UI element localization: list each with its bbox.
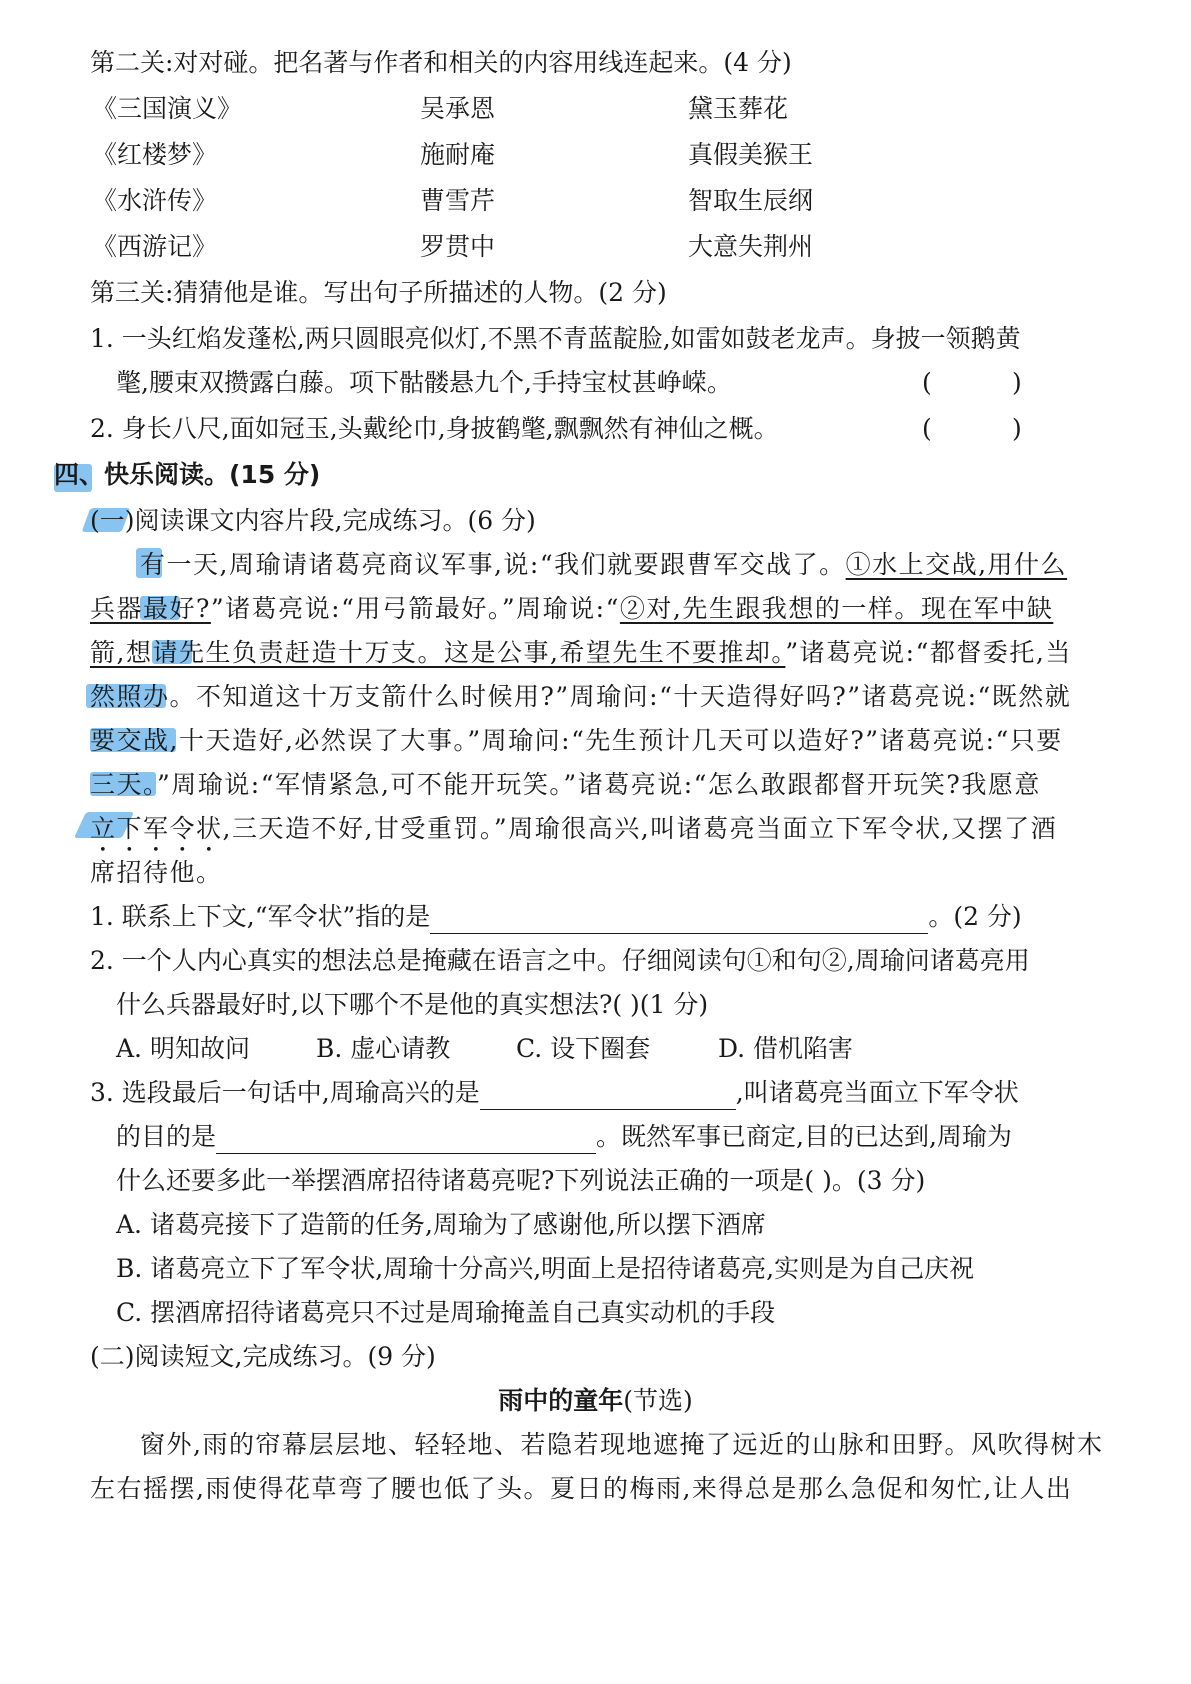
answer-blank[interactable] <box>216 1127 596 1154</box>
option-d[interactable]: D. 借机陷害 <box>718 1034 854 1063</box>
option-b[interactable]: B. 虚心请教 <box>316 1034 451 1063</box>
passage-line: 然照办。不知道这十万支箭什么时候用?”周瑜问:“十天造得好吗?”诸葛亮说:“既然就 <box>90 682 1072 711</box>
story-line: 窗外,雨的帘幕层层地、轻轻地、若隐若现地遮掩了远近的山脉和田野。风吹得树木 <box>140 1430 1104 1459</box>
passage-line: 席招待他。 <box>90 858 223 887</box>
author-name: 曹雪芹 <box>420 186 496 215</box>
option-b[interactable]: B. 诸葛亮立下了军令状,周瑜十分高兴,明面上是招待诸葛亮,实则是为自己庆祝 <box>116 1254 975 1283</box>
answer-paren-open: ( <box>922 414 932 443</box>
emphasized-term: 立下军令状 <box>90 814 223 843</box>
passage-line: 三天。”周瑜说:“军情紧急,可不能开玩笑。”诸葛亮说:“怎么敢跟都督开玩笑?我愿意 <box>90 770 1041 799</box>
passage-line <box>90 592 1053 626</box>
passage-line <box>90 812 1057 858</box>
sentence-2-underlined: 箭,想请先生负责赶造十万支。这是公事,希望先生不要推却。 <box>90 638 786 667</box>
question-text: 氅,腰束双攒露白藤。项下骷髅悬九个,手持宝杖甚峥嵘。 <box>116 368 732 397</box>
question-text: 什么还要多此一举摆酒席招待诸葛亮呢?下列说法正确的一项是( )。(3 分) <box>116 1166 926 1195</box>
sentence-1-underlined: ①水上交战,用什么 <box>845 550 1068 579</box>
question-text <box>90 900 1022 934</box>
answer-blank[interactable] <box>480 1083 736 1110</box>
story-line: 左右摇摆,雨使得花草弯了腰也低了头。夏日的梅雨,来得总是那么急促和匆忙,让人出 <box>90 1474 1073 1503</box>
author-name: 施耐庵 <box>420 140 496 169</box>
question-prompt: 3. 选段最后一句话中,周瑜高兴的是 <box>90 1078 480 1107</box>
author-name: 罗贯中 <box>420 232 496 261</box>
passage-text: ”诸葛亮说:“用弓箭最好。”周瑜说:“ <box>210 594 620 623</box>
passage-line <box>90 636 1072 670</box>
plot-name: 智取生辰纲 <box>688 186 814 215</box>
author-name: 吴承恩 <box>420 94 496 123</box>
subsection-heading: (二)阅读短文,完成练习。(9 分) <box>90 1342 436 1371</box>
question-text: 2. 身长八尺,面如冠玉,头戴纶巾,身披鹤氅,飘飘然有神仙之概。 <box>90 414 779 443</box>
question-text: 2. 一个人内心真实的想法总是掩藏在语言之中。仔细阅读句①和句②,周瑜问诸葛亮用 <box>90 946 1030 975</box>
book-title: 《西游记》 <box>92 232 218 261</box>
passage-line <box>140 548 1067 582</box>
answer-paren-close: ) <box>1012 414 1022 443</box>
option-a[interactable]: A. 明知故问 <box>116 1034 250 1063</box>
answer-blank[interactable] <box>430 907 928 934</box>
story-title-note: (节选) <box>623 1386 693 1415</box>
story-title <box>0 1384 1191 1418</box>
book-title: 《水浒传》 <box>92 186 218 215</box>
question-text <box>116 1120 1012 1154</box>
passage-line: 要交战,十天造好,必然误了大事。”周瑜问:“先生预计几天可以造好?”诸葛亮说:“只要 <box>90 726 1063 755</box>
question-score: 。(2 分) <box>928 902 1022 931</box>
subsection-heading: (一)阅读课文内容片段,完成练习。(6 分) <box>90 506 536 535</box>
answer-paren-close: ) <box>1012 368 1022 397</box>
question-text: 什么兵器最好时,以下哪个不是他的真实想法?( )(1 分) <box>116 990 709 1019</box>
passage-text: ”诸葛亮说:“都督委托,当 <box>785 638 1072 667</box>
part3-heading: 第三关:猜猜他是谁。写出句子所描述的人物。(2 分) <box>90 278 667 307</box>
answer-paren-open: ( <box>922 368 932 397</box>
question-prompt: 。既然军事已商定,目的已达到,周瑜为 <box>596 1122 1012 1151</box>
question-prompt: ,叫诸葛亮当面立下军令状 <box>735 1078 1019 1107</box>
book-title: 《红楼梦》 <box>92 140 218 169</box>
plot-name: 黛玉葬花 <box>688 94 789 123</box>
question-prompt: 1. 联系上下文,“军令状”指的是 <box>90 902 431 931</box>
book-title: 《三国演义》 <box>92 94 243 123</box>
section-heading: 四、快乐阅读。(15 分) <box>54 460 321 489</box>
plot-name: 大意失荆州 <box>688 232 814 261</box>
part2-heading: 第二关:对对碰。把名著与作者和相关的内容用线连起来。(4 分) <box>90 48 792 77</box>
plot-name: 真假美猴王 <box>688 140 814 169</box>
option-a[interactable]: A. 诸葛亮接下了造箭的任务,周瑜为了感谢他,所以摆下酒席 <box>116 1210 766 1239</box>
option-c[interactable]: C. 设下圈套 <box>516 1034 651 1063</box>
question-text <box>90 1076 1019 1110</box>
question-prompt: 的目的是 <box>116 1122 217 1151</box>
sentence-2-underlined: ②对,先生跟我想的一样。现在军中缺 <box>619 594 1054 623</box>
option-c[interactable]: C. 摆酒席招待诸葛亮只不过是周瑜掩盖自己真实动机的手段 <box>116 1298 776 1327</box>
question-text: 1. 一头红焰发蓬松,两只圆眼亮似灯,不黑不青蓝靛脸,如雷如鼓老龙声。身披一领鹅黄 <box>90 324 1021 353</box>
passage-text: 有一天,周瑜请诸葛亮商议军事,说:“我们就要跟曹军交战了。 <box>140 550 846 579</box>
story-title-text: 雨中的童年 <box>498 1386 624 1415</box>
passage-text: ,三天造不好,甘受重罚。”周瑜很高兴,叫诸葛亮当面立下军令状,又摆了酒 <box>222 814 1058 843</box>
sentence-1-underlined: 兵器最好? <box>90 594 211 623</box>
